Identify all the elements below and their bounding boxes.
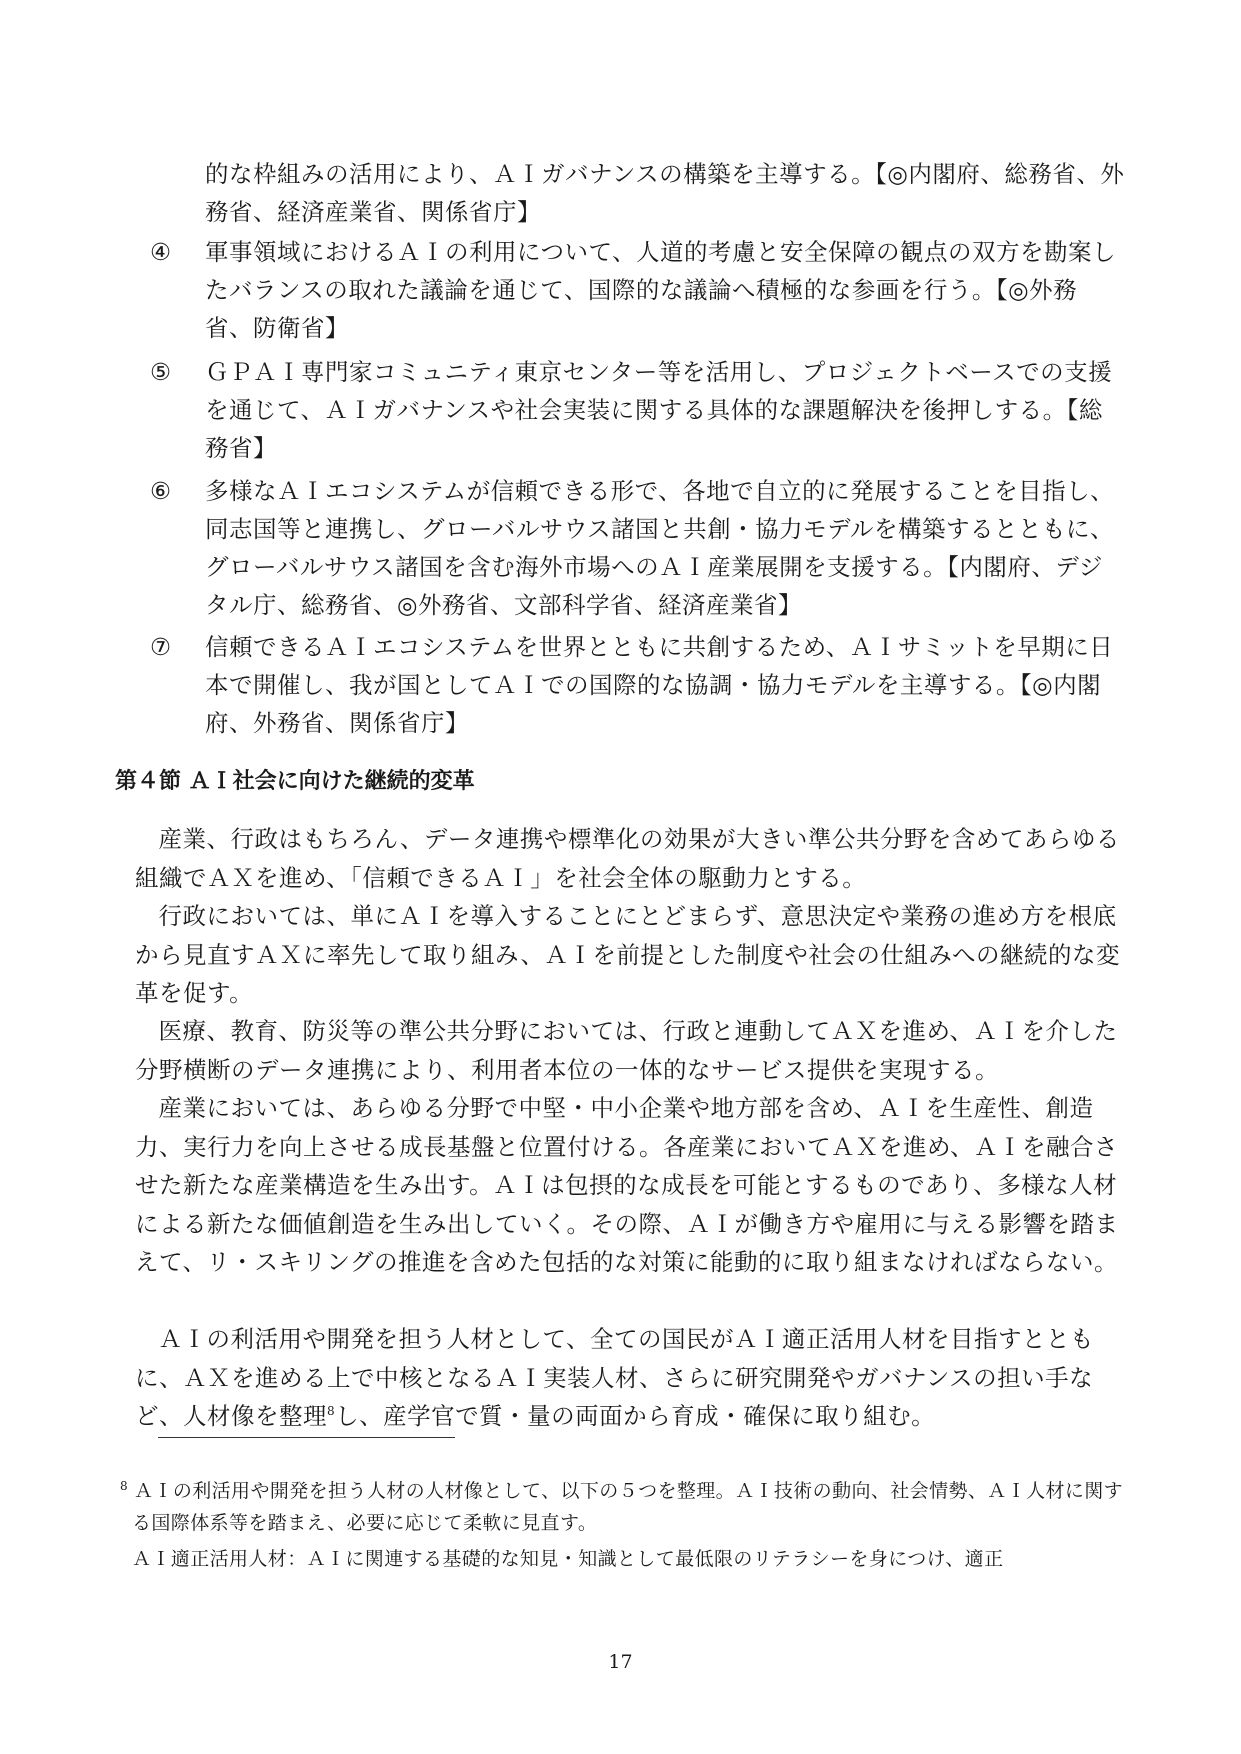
item-number: ④ [150, 238, 172, 266]
paragraph-with-footnote [135, 1320, 1125, 1436]
item-text: 軍事領域におけるＡＩの利用について、人道的考慮と安全保障の観点の双方を勘案したバランスの取れた議論を通じて、国際的な議論へ積極的な参画を行う。【◎外務省、防衛省】 [205, 238, 1117, 342]
paragraph-text: し、産学官で質・量の両面から育成・確保に取り組む。 [335, 1402, 936, 1430]
footnote-divider [158, 1437, 455, 1438]
item-text: ＧＰＡＩ専門家コミュニティ東京センター等を活用し、プロジェクトベースでの支援を通じて、ＡＩガバナンスや社会実装に関する具体的な課題解決を後押しする。【総務省】 [205, 358, 1113, 462]
footnote-line [108, 1470, 1128, 1539]
item-text: 信頼できるＡＩエコシステムを世界とともに共創するため、ＡＩサミットを早期に日本で開催し、我が国としてＡＩでの国際的な協調・協力モデルを主導する。【◎内閣府、外務省、関係省庁】 [205, 633, 1114, 737]
item-text: 多様なＡＩエコシステムが信頼できる形で、各地で自立的に発展することを目指し、同志国等と連携し、グローバルサウス諸国と共創・協力モデルを構築するとともに、グローバルサウス諸国を含む海外市場へのＡＩ産業展開を支援する。【内閣府、デジタル庁、総務省、◎外務省、文部科学省、経済産業省】 [205, 477, 1115, 619]
paragraph: 行政においては、単にＡＩを導入することにとどまらず、意思決定や業務の進め方を根底から見直すＡＸに率先して取り組み、ＡＩを前提とした制度や社会の仕組みへの継続的な変革を促す。 [135, 902, 1120, 1007]
footnote-text: ＡＩの利活用や開発を担う人材の人材像として、以下の５つを整理。ＡＩ技術の動向、社会情勢、ＡＩ人材に関する国際体系等を踏まえ、必要に応じて柔軟に見直す。 [132, 1480, 1124, 1534]
footnote [108, 1470, 1128, 1575]
continued-text: 的な枠組みの活用により、ＡＩガバナンスの構築を主導する。【◎内閣府、総務省、外務省、経済産業省、関係省庁】 [205, 160, 1125, 226]
item-number: ⑤ [150, 358, 172, 386]
paragraph: 医療、教育、防災等の準公共分野においては、行政と連動してＡＸを進め、ＡＩを介した分野横断のデータ連携により、利用者本位の一体的なサービス提供を実現する。 [135, 1017, 1118, 1084]
section-heading: 第４節 ＡＩ社会に向けた継続的変革 [115, 769, 475, 794]
footnote-reference[interactable]: 8 [327, 1404, 336, 1419]
paragraph: 産業においては、あらゆる分野で中堅・中小企業や地方部を含め、ＡＩを生産性、創造力、実行力を向上させる成長基盤と位置付ける。各産業においてＡＸを進め、ＡＩを融合させた新たな産業構造を生み出す。ＡＩは包摂的な成長を可能とするものであり、多様な人材による新たな価値創造を生み出していく。その際、ＡＩが働き方や雇用に与える影響を踏まえて、リ・スキリングの推進を含めた包括的な対策に能動的に取り組まなければならない。 [135, 1094, 1119, 1276]
item-number: ⑦ [150, 633, 172, 661]
page-number: 17 [608, 1651, 633, 1673]
paragraph-text: ＡＩの利活用や開発を担う人材として、全ての国民がＡＩ適正活用人材を目指すとともに、ＡＸを進める上で中核となるＡＩ実装人材、さらに研究開発やガバナンスの担い手など、人材像を整理 [135, 1325, 1095, 1430]
footnote-mark: 8 [120, 1479, 129, 1493]
paragraph: 産業、行政はもちろん、データ連携や標準化の効果が大きい準公共分野を含めてあらゆる組織でＡＸを進め、「信頼できるＡＩ」を社会全体の駆動力とする。 [135, 825, 1120, 892]
footnote-line: ＡＩ適正活用人材：ＡＩに関連する基礎的な知見・知識として最低限のリテラシーを身につけ、適正 [132, 1548, 1004, 1570]
item-number: ⑥ [150, 477, 172, 505]
